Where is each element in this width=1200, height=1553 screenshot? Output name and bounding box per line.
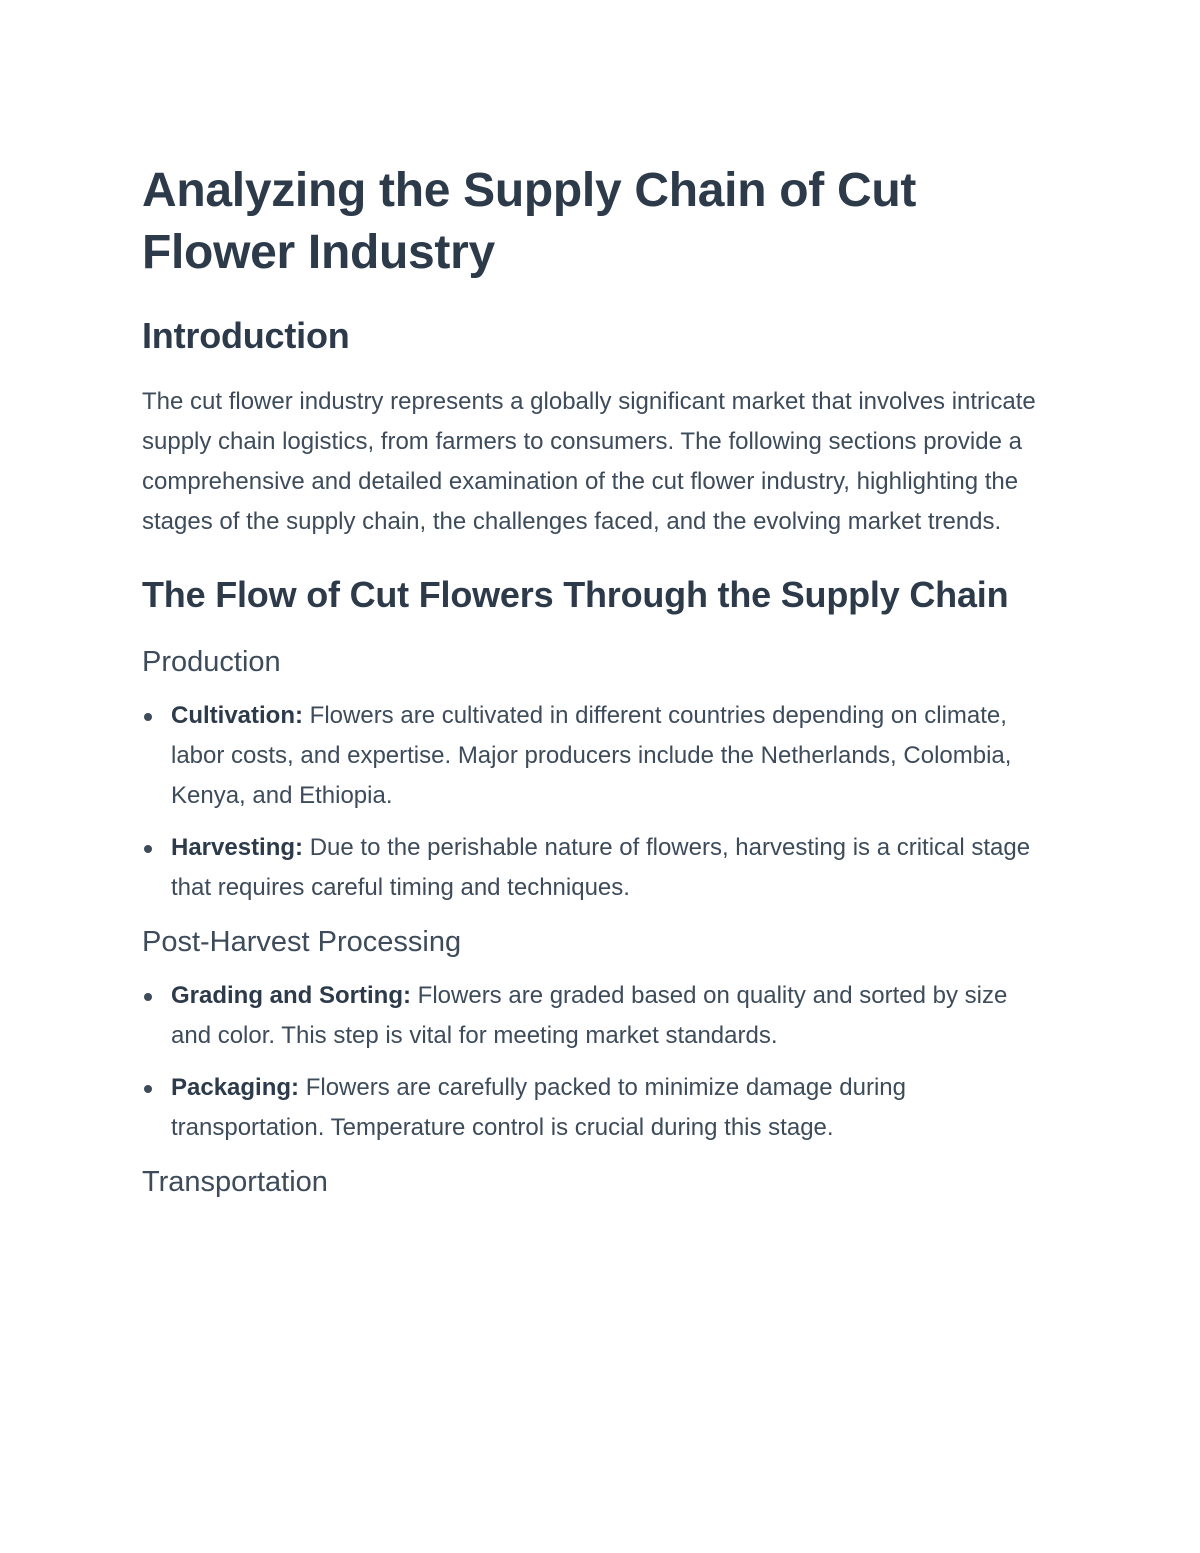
list-item [142,828,1052,908]
post-harvest-heading: Post-Harvest Processing [142,926,462,958]
list-item-text: Due to the perishable nature of flowers, harvesting is a critical stage that requires careful timing and techniques. [171,834,1031,901]
list-item-term: Harvesting: [171,834,304,861]
introduction-paragraph: The cut flower industry represents a globally significant market that involves intricate supply chain logistics, from farmers to consumers. The following sections provide a comprehensive and detailed examination of the cut flower industry, highlighting the stages of the supply chain, the challenges faced, and the evolving market trends. [142,388,1036,535]
list-item [142,696,1052,816]
introduction-heading: Introduction [142,315,350,356]
introduction-section [142,316,1052,542]
flow-heading: The Flow of Cut Flowers Through the Supply Chain [142,574,1009,615]
production-heading: Production [142,646,281,678]
transportation-heading: Transportation [142,1166,328,1198]
document-title: Analyzing the Supply Chain of Cut Flower Industry [142,164,917,279]
list-item-term: Grading and Sorting: [171,982,411,1009]
bullet-icon [144,1085,152,1093]
post-harvest-list [142,976,1052,1148]
list-item-text: Flowers are carefully packed to minimize damage during transportation. Temperature control is crucial during this stage. [171,1074,906,1141]
list-item-term: Cultivation: [171,702,303,729]
flow-section [142,566,1052,1202]
production-list [142,696,1052,908]
list-item-text: Flowers are graded based on quality and sorted by size and color. This step is vital for meeting market standards. [171,982,1008,1049]
list-item [142,1068,1052,1148]
document-page [142,160,1052,1216]
bullet-icon [144,713,152,721]
bullet-icon [144,845,152,853]
list-item [142,976,1052,1056]
bullet-icon [144,993,152,1001]
list-item-text: Flowers are cultivated in different countries depending on climate, labor costs, and expertise. Major producers include the Netherlands, Colombia, Kenya, and Ethiopia. [171,702,1012,809]
list-item-term: Packaging: [171,1074,300,1101]
